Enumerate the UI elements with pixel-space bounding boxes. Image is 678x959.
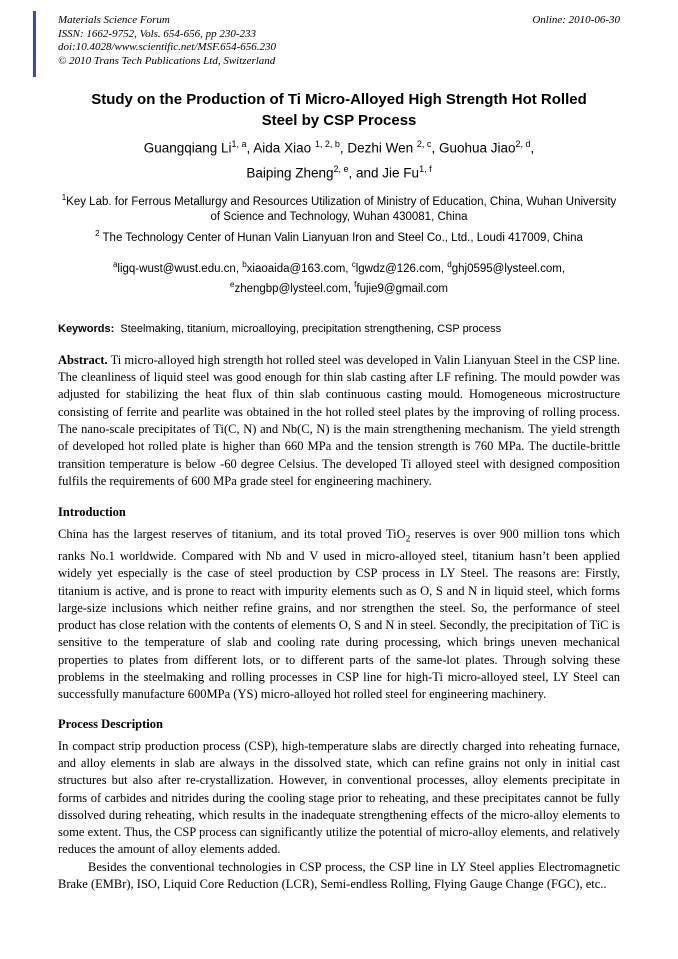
author-name: Jie Fu	[382, 165, 420, 180]
author-name: Baiping Zheng	[246, 165, 334, 180]
affiliation-superscript: 1	[61, 193, 67, 202]
author-separator: ,	[339, 140, 348, 156]
journal-header-left	[58, 14, 276, 68]
affiliation-2	[58, 226, 620, 246]
keywords-label: Keywords:	[58, 322, 115, 335]
email-separator: ,	[440, 262, 448, 275]
paper-title-line1: Study on the Production of Ti Micro-Alloyed High Strength Hot Rolled	[91, 91, 587, 108]
introduction-paragraph	[58, 526, 620, 703]
journal-header	[58, 14, 620, 68]
author-name: Guangqiang Li	[143, 140, 232, 156]
email-line-1	[58, 257, 620, 277]
online-date: Online: 2010-06-30	[532, 14, 620, 26]
process-description-paragraph-2: Besides the conventional technologies in CSP process, the CSP line in LY Steel applies Electromagnetic Brake (EMBr), ISO, Liquid Core Reduction (LCR), Semi-endless Rolling, Flying Gauge Change (FGC), etc..	[58, 859, 620, 892]
author-superscript: 2, e	[333, 163, 349, 174]
email-line-2	[58, 277, 620, 297]
author-name: Dezhi Wen	[347, 140, 417, 156]
affiliation-1	[58, 190, 620, 226]
email-separator: ,	[345, 262, 352, 275]
email-address: xiaoaida@163.com	[246, 262, 346, 275]
affiliation-text: The Technology Center of Hunan Valin Lianyuan Iron and Steel Co., Ltd., Loudi 417009, China	[99, 231, 583, 244]
affiliation-text: Key Lab. for Ferrous Metallurgy and Resources Utilization of Ministry of Education, China, Wuhan University of Science and Technology, Wuhan 430081, China	[66, 195, 617, 224]
author-superscript: 1, 2, b	[314, 139, 340, 149]
email-superscript: f	[354, 280, 357, 290]
email-separator: ,	[561, 262, 566, 275]
email-address: fujie9@gmail.com	[356, 283, 448, 296]
email-superscript: b	[242, 260, 247, 270]
email-superscript: e	[230, 280, 235, 290]
email-superscript: a	[112, 260, 118, 270]
author-superscript: 2, d	[515, 139, 531, 149]
section-heading-introduction: Introduction	[58, 505, 126, 520]
process-description-paragraph-1: In compact strip production process (CSP), high-temperature slabs are directly charged into reheating furnace, and alloy elements in slab are always in the dissolved state, which can refine grains not only in initial cast structures but also after re-crystallization. However, in conventional processes, alloy elements precipitate in forms of carbides and nitrides during the cooling stage prior to reheating, and these precipitates cannot be fully dissolved during reheating, which results in the inadequate strengthening effects of the micro-alloy elements to some extent. Thus, the CSP process can significantly utilize the potential of micro-alloy elements, and relatively reduces the amount of alloy elements added.	[58, 738, 620, 857]
email-address: lgwdz@126.com	[355, 262, 441, 275]
author-list	[58, 134, 620, 183]
email-separator: ,	[347, 283, 355, 296]
copyright-line: © 2010 Trans Tech Publications Ltd, Switzerland	[58, 54, 276, 67]
abstract-text: Ti micro-alloyed high strength hot rolled steel was developed in Valin Lianyuan Steel in the CSP line. The cleanliness of liquid steel was good enough for thin slab casting after LF refining. The mould powder was adjusted for stabilizing the heat flux of thin slab continuous casting mould. Homogeneous microstructure consisting of ferrite and pearlite was obtained in the hot rolled steel plates by the improving of rolling process. The nano-scale precipitates of Ti(C, N) and Nb(C, N) is the main strengthening mechanism. The yield strength of developed hot rolled plate is higher than 660 MPa and the tension strength is 760 MPa. The ductile-brittle transition temperature is below -60 degree Celsius. The developed Ti alloyed steel with designed composition fulfils the requirements of 600 MPa grade steel for engineering machinery.	[58, 352, 620, 488]
affiliation-superscript: 2	[95, 228, 100, 238]
author-superscript: 1, f	[419, 163, 432, 174]
affiliation-list	[58, 190, 620, 246]
author-separator: ,	[530, 140, 535, 156]
author-superscript: 1, a	[231, 139, 247, 149]
author-separator: , and	[348, 165, 383, 180]
paper-title-line2: Steel by CSP Process	[261, 111, 417, 129]
author-separator: ,	[431, 140, 439, 156]
introduction-text-post: reserves is over 900 million tons which ranks No.1 worldwide. Compared with Nb and V used in micro-alloyed steel, titanium hasn’t been applied widely yet especially is the case of steel production by CSP process in LY Steel. The reasons are: Firstly, titanium is active, and is prone to react with impurity elements such as O, S and N in liquid steel, which forms large-size inclusions which neither refine grains, and nor strengthen the steel. So, the performance of steel product has close relation with the contents of elements O, S and N in steel. Secondly, the precipitation of TiC is sensitive to the temperature of slab and cooling rate during processing, which brings uneven mechanical properties to plates from different lots, or to different parts of the same-lot plates. Through solving these problems in the steelmaking and rolling processes in CSP line for high-Ti micro-alloyed steel, LY Steel can successfully manufacture 600MPa (YS) micro-alloyed hot rolled steel for engineering machinery.	[58, 527, 620, 702]
section-heading-process-description: Process Description	[58, 716, 163, 731]
keywords-text: Steelmaking, titanium, microalloying, precipitation strengthening, CSP process	[120, 322, 502, 335]
paper-title	[58, 90, 620, 131]
author-line-1	[58, 134, 620, 159]
email-address: ghj0595@lysteel.com	[451, 262, 562, 275]
email-superscript: c	[351, 260, 356, 270]
email-superscript: d	[447, 260, 452, 270]
abstract	[58, 352, 620, 490]
email-address: ligq-wust@wust.edu.cn	[117, 262, 236, 275]
tio2-subscript: 2	[405, 533, 411, 544]
journal-name: Materials Science Forum	[58, 14, 170, 26]
doi-line: doi:10.4028/www.scientific.net/MSF.654-656.230	[58, 41, 277, 53]
author-separator: ,	[246, 140, 254, 156]
email-separator: ,	[235, 262, 243, 275]
email-list	[58, 257, 620, 298]
keywords-row	[58, 322, 620, 336]
author-name: Aida Xiao	[253, 140, 315, 156]
abstract-label: Abstract.	[58, 352, 108, 367]
issn-line: ISSN: 1662-9752, Vols. 654-656, pp 230-233	[58, 27, 256, 40]
author-superscript: 2, c	[416, 139, 432, 149]
email-address: zhengbp@lysteel.com	[234, 283, 348, 296]
header-accent-bar	[33, 11, 36, 77]
introduction-text-pre: China has the largest reserves of titanium, and its total proved TiO	[58, 527, 406, 542]
author-name: Guohua Jiao	[438, 140, 516, 156]
author-line-2	[58, 159, 620, 184]
